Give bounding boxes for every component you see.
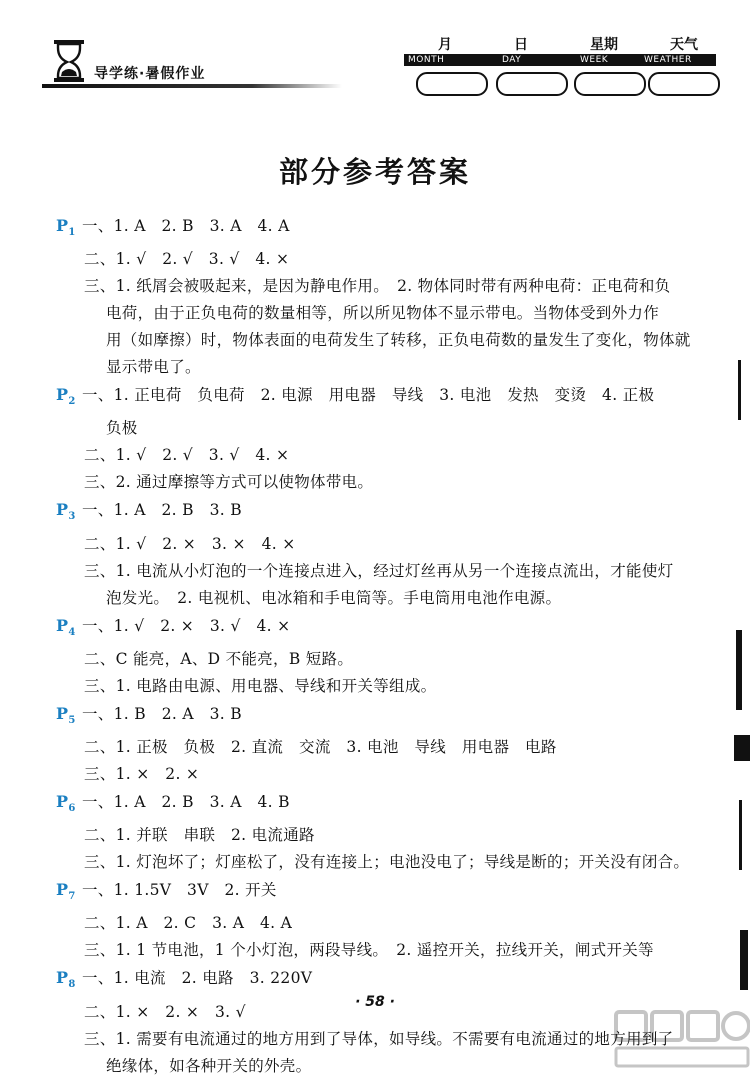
page-ref: $P_6$ (56, 791, 76, 815)
weather-box (648, 72, 720, 96)
week-box (574, 72, 646, 96)
answer-line: 二、1. √ 2. √ 3. √ 4. × (84, 250, 290, 269)
answer-line: $P_6$ 一、1. A 2. B 3. A 4. B (56, 788, 716, 822)
page-ref: $P_3$ (56, 500, 76, 523)
month-box (416, 72, 488, 96)
answer-line: 用（如摩擦）时，物体表面的电荷发生了转移，正负电荷数的量发生了变化，物体就 (106, 331, 691, 350)
page-ref: $P_4$ (56, 615, 76, 638)
week-en-label: WEEK (580, 55, 609, 65)
answer-line: 二、1. √ 2. √ 3. √ 4. × (84, 446, 290, 465)
answer-line: 二、1. × 2. × 3. √ (84, 1002, 246, 1021)
answer-line: 负极 (106, 419, 138, 438)
answer-line: 二、1. 并联 串联 2. 电流通路 (84, 826, 315, 845)
header-divider (42, 84, 342, 88)
page-number: · 58 · (355, 994, 395, 1010)
scan-edge-mark (739, 800, 742, 870)
answer-block-p2 (56, 381, 716, 496)
answer-line: 三、2. 通过摩擦等方式可以使物体带电。 (84, 473, 374, 492)
answer-line: 三、1. 需要有电流通过的地方用到了导体，如导线。不需要有电流通过的地方用到了 (84, 1029, 674, 1048)
page-ref: $P_2$ (56, 385, 76, 408)
month-label: 月 (438, 37, 452, 53)
answer-line: $P_5$ 一、1. B 2. A 3. B (56, 700, 716, 734)
answer-line: 绝缘体，如各种开关的外壳。 (106, 1056, 312, 1075)
page-ref: $P_8$ (56, 968, 76, 991)
answer-block-p6 (56, 788, 716, 876)
answer-block-p4 (56, 612, 716, 700)
answer-line: $P_7$ 一、1. 1.5V 3V 2. 开关 (56, 876, 716, 910)
answer-line: 三、1. × 2. × (84, 764, 200, 783)
answer-line: 泡发光。 2. 电视机、电冰箱和手电筒等。手电筒用电池作电源。 (106, 588, 562, 607)
answer-line: $P_8$ 一、1. 电流 2. 电路 3. 220V (56, 964, 716, 998)
scan-edge-mark (740, 930, 748, 990)
page-ref: $P_5$ (56, 703, 76, 726)
answer-line: $P_3$ 一、1. A 2. B 3. B (56, 496, 716, 530)
day-label: 日 (514, 37, 528, 53)
answer-line: 显示带电了。 (106, 358, 201, 377)
watermark-logo (612, 1008, 750, 1070)
scan-edge-mark (736, 630, 742, 710)
day-box (496, 72, 568, 96)
week-label: 星期 (590, 37, 618, 53)
answer-line: 三、1. 电路由电源、用电器、导线和开关等组成。 (84, 676, 437, 695)
answer-block-p1 (56, 212, 716, 381)
page-title: 部分参考答案 (278, 155, 471, 189)
scan-edge-mark (734, 735, 750, 761)
weather-label: 天气 (670, 37, 698, 53)
date-weather-panel (404, 34, 716, 94)
month-en-label: MONTH (408, 55, 445, 65)
answer-line: 二、1. 正极 负极 2. 直流 交流 3. 电池 导线 用电器 电路 (84, 737, 557, 756)
answer-line: 二、1. A 2. C 3. A 4. A (84, 914, 293, 933)
answer-block-p7 (56, 876, 716, 964)
answer-line: 三、1. 1 节电池，1 个小灯泡，两段导线。 2. 遥控开关，拉线开关，闸式开关等 (84, 941, 654, 960)
answer-line: 二、C 能亮，A、D 不能亮，B 短路。 (84, 649, 354, 668)
answer-line: $P_1$ 一、1. A 2. B 3. A 4. A (56, 212, 716, 246)
page-ref: $P_1$ (56, 216, 76, 239)
answer-list (56, 212, 716, 1080)
brand-title: 导学练·暑假作业 (94, 66, 206, 82)
weather-en-label: WEATHER (644, 55, 692, 65)
answer-line: $P_4$ 一、1. √ 2. × 3. √ 4. × (56, 612, 716, 646)
answer-line: 电荷，由于正负电荷的数量相等，所以所见物体不显示带电。当物体受到外力作 (106, 304, 660, 323)
answer-line: $P_2$ 一、1. 正电荷 负电荷 2. 电源 用电器 导线 3. 电池 发热 变烫 4. 正极 (56, 381, 716, 415)
answer-line: 三、1. 灯泡坏了；灯座松了，没有连接上；电池没电了；导线是断的；开关没有闭合。 (84, 853, 690, 872)
answer-line: 三、1. 纸屑会被吸起来，是因为静电作用。 2. 物体同时带有两种电荷：正电荷和负 (84, 277, 671, 296)
hourglass-icon (50, 38, 94, 86)
day-en-label: DAY (502, 55, 522, 65)
scan-edge-mark (738, 360, 741, 420)
answer-block-p5 (56, 700, 716, 788)
answer-block-p3 (56, 496, 716, 611)
answer-line: 三、1. 电流从小灯泡的一个连接点进入，经过灯丝再从另一个连接点流出，才能使灯 (84, 561, 674, 580)
answer-line: 二、1. √ 2. × 3. × 4. × (84, 534, 296, 553)
page-ref: $P_7$ (56, 880, 76, 903)
